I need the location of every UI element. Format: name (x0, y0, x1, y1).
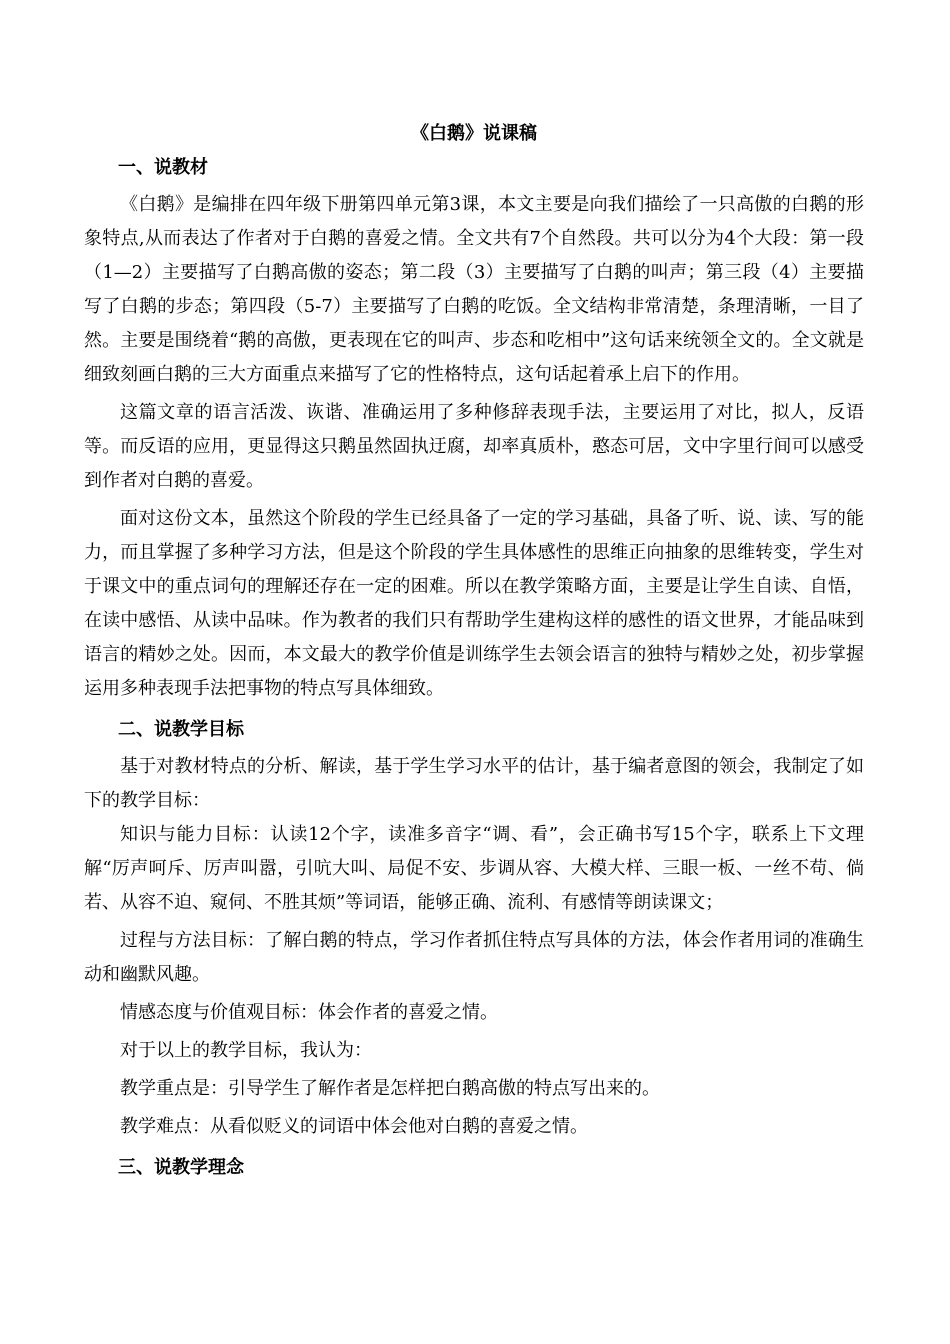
section-heading-textbook: 一、说教材 (118, 157, 208, 178)
paragraph-goals-summary: 对于以上的教学目标，我认为： (120, 1040, 372, 1061)
paragraph-goals-difficulty: 教学难点：从看似贬义的词语中体会他对白鹅的喜爱之情。 (120, 1116, 588, 1137)
paragraph-textbook-language: 这篇文章的语言活泼、诙谐、准确运用了多种修辞表现手法，主要运用了对比，拟人，反语等。而反语的应用，更显得这只鹅虽然固执迂腐，却率真质朴，憨态可居，文中字里行间可以感受到作者对白鹅的喜爱。 (84, 402, 864, 491)
paragraph-goals-emotion: 情感态度与价值观目标：体会作者的喜爱之情。 (120, 1002, 498, 1023)
section-heading-philosophy: 三、说教学理念 (118, 1157, 244, 1178)
document-title: 《白鹅》说课稿 (411, 123, 537, 144)
paragraph-goals-process: 过程与方法目标：了解白鹅的特点，学习作者抓住特点写具体的方法，体会作者用词的准确生动和幽默风趣。 (84, 930, 864, 985)
paragraph-goals-knowledge: 知识与能力目标：认读12个字，读准多音字“调、看”，会正确书写15个字，联系上下文理解“厉声呵斥、厉声叫嚣，引吭大叫、局促不安、步调从容、大模大样、三眼一板、一丝不苟、倘若、从容不迫、窥伺、不胜其烦”等词语，能够正确、流利、有感情等朗读课文； (84, 824, 864, 913)
paragraph-goals-key-point: 教学重点是：引导学生了解作者是怎样把白鹅高傲的特点写出来的。 (120, 1078, 660, 1099)
paragraph-goals-intro: 基于对教材特点的分析、解读，基于学生学习水平的估计，基于编者意图的领会，我制定了如下的教学目标： (84, 756, 864, 811)
section-heading-goals: 二、说教学目标 (118, 719, 244, 740)
paragraph-textbook-students: 面对这份文本，虽然这个阶段的学生已经具备了一定的学习基础，具备了听、说、读、写的能力，而且掌握了多种学习方法，但是这个阶段的学生具体感性的思维正向抽象的思维转变，学生对于课文中的重点词句的理解还存在一定的困难。所以在教学策略方面，主要是让学生自读、自悟，在读中感悟、从读中品味。作为教者的我们只有帮助学生建构这样的感性的语文世界，才能品味到语言的精妙之处。因而，本文最大的教学价值是训练学生去领会语言的独特与精妙之处，初步掌握运用多种表现手法把事物的特点写具体细致。 (84, 508, 864, 699)
document-page (84, 120, 864, 1188)
paragraph-textbook-overview: 《白鹅》是编排在四年级下册第四单元第3课，本文主要是向我们描绘了一只高傲的白鹅的形象特点,从而表达了作者对于白鹅的喜爱之情。全文共有7个自然段。共可以分为4个大段：第一段（1—2）主要描写了白鹅高傲的姿态；第二段（3）主要描写了白鹅的叫声；第三段（4）主要描写了白鹅的步态；第四段（5-7）主要描写了白鹅的吃饭。全文结构非常清楚，条理清晰，一目了然。主要是围绕着“鹅的高傲，更表现在它的叫声、步态和吃相中”这句话来统领全文的。全文就是细致刻画白鹅的三大方面重点来描写了它的性格特点，这句话起着承上启下的作用。 (84, 194, 864, 385)
